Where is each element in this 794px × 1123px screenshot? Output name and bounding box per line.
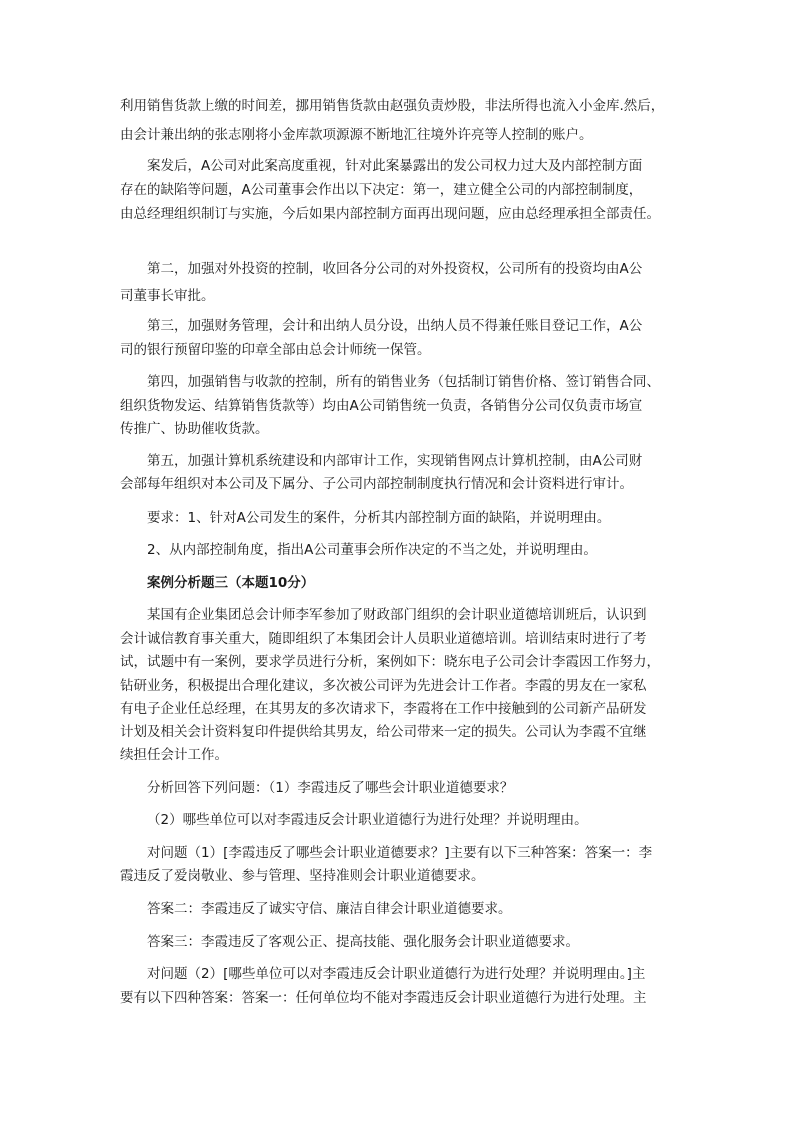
paragraph-line: 案发后，A公司对此案高度重视，针对此案暴露出的发公司权力过大及内部控制方面 [147,158,643,174]
paragraph-line: 对问题（1）[李霞违反了哪些会计职业道德要求？]主要有以下三种答案：答案一：李 [147,845,653,861]
paragraph-line: 钻研业务，积极提出合理化建议，多次被公司评为先进会计工作者。李霞的男友在一家私 [120,678,647,694]
paragraph-line: 存在的缺陷等问题，A公司董事会作出以下决定：第一，建立健全公司的内部控制制度， [120,182,643,198]
paragraph-line: 组织货物发运、结算销售货款等）均由A公司销售统一负责，各销售分公司仅负责市场宣 [120,398,643,414]
paragraph-line: 利用销售货款上缴的时间差，挪用销售货款由赵强负责炒股，非法所得也流入小金库.然后， [120,98,665,114]
paragraph-line: 司的银行预留印鉴的印章全部由总会计师统一保管。 [120,342,431,358]
paragraph-line: 续担任会计工作。 [120,747,228,763]
paragraph-line: 要有以下四种答案：答案一：任何单位均不能对李霞违反会计职业道德行为进行处理。主 [120,990,647,1006]
paragraph-line: 第二，加强对外投资的控制，收回各分公司的对外投资权，公司所有的投资均由A公 [147,261,643,277]
paragraph-line: 由总经理组织制订与实施，今后如果内部控制方面再出现问题，应由总经理承担全部责任。 [120,206,660,222]
paragraph-line: 计划及相关会计资料复印件提供给其男友，给公司带来一定的损失。公司认为李霞不宜继 [120,724,647,740]
paragraph-line: 第五，加强计算机系统建设和内部审计工作，实现销售网点计算机控制，由A公司财 [147,453,643,469]
section-heading: 案例分析题三（本题10分） [147,575,315,591]
paragraph-line: 分析回答下列问题：（1）李霞违反了哪些会计职业道德要求？ [147,780,514,796]
paragraph-line: 要求：1、针对A公司发生的案件，分析其内部控制方面的缺陷，并说明理由。 [147,510,611,526]
paragraph-line: 某国有企业集团总会计师李军参加了财政部门组织的会计职业道德培训班后，认识到 [147,607,647,623]
paragraph-line: （2）哪些单位可以对李霞违反会计职业道德行为进行处理？并说明理由。 [147,812,588,828]
paragraph-line: 试，试题中有一案例，要求学员进行分析，案例如下：晓东电子公司会计李霞因工作努力， [120,654,660,670]
paragraph-line: 霞违反了爱岗敬业、参与管理、坚持准则会计职业道德要求。 [120,868,485,884]
paragraph-line: 对问题（2）[哪些单位可以对李霞违反会计职业道德行为进行处理？并说明理由。]主 [147,966,646,982]
paragraph-line: 司董事长审批。 [120,288,215,304]
paragraph-line: 有电子企业任总经理，在其男友的多次请求下，李霞将在工作中接触到的公司新产品研发 [120,701,647,717]
paragraph-line: 2、从内部控制角度，指出A公司董事会所作决定的不当之处，并说明理由。 [147,542,597,558]
paragraph-line: 会部每年组织对本公司及下属分、子公司内部控制制度执行情况和会计资料进行审计。 [120,476,633,492]
paragraph-line: 传推广、协助催收货款。 [120,421,269,437]
paragraph-line: 答案二：李霞违反了诚实守信、廉洁自律会计职业道德要求。 [147,901,512,917]
paragraph-line: 第三，加强财务管理，会计和出纳人员分设，出纳人员不得兼任账目登记工作，A公 [147,318,643,334]
paragraph-line: 答案三：李霞违反了客观公正、提高技能、强化服务会计职业道德要求。 [147,934,579,950]
paragraph-line: 会计诚信教育事关重大，随即组织了本集团会计人员职业道德培训。培训结束时进行了考 [120,631,647,647]
paragraph-line: 第四，加强销售与收款的控制，所有的销售业务（包括制订销售价格、签订销售合同、 [147,374,660,390]
paragraph-line: 由会计兼出纳的张志刚将小金库款项源源不断地汇往境外许亮等人控制的账户。 [120,127,593,143]
